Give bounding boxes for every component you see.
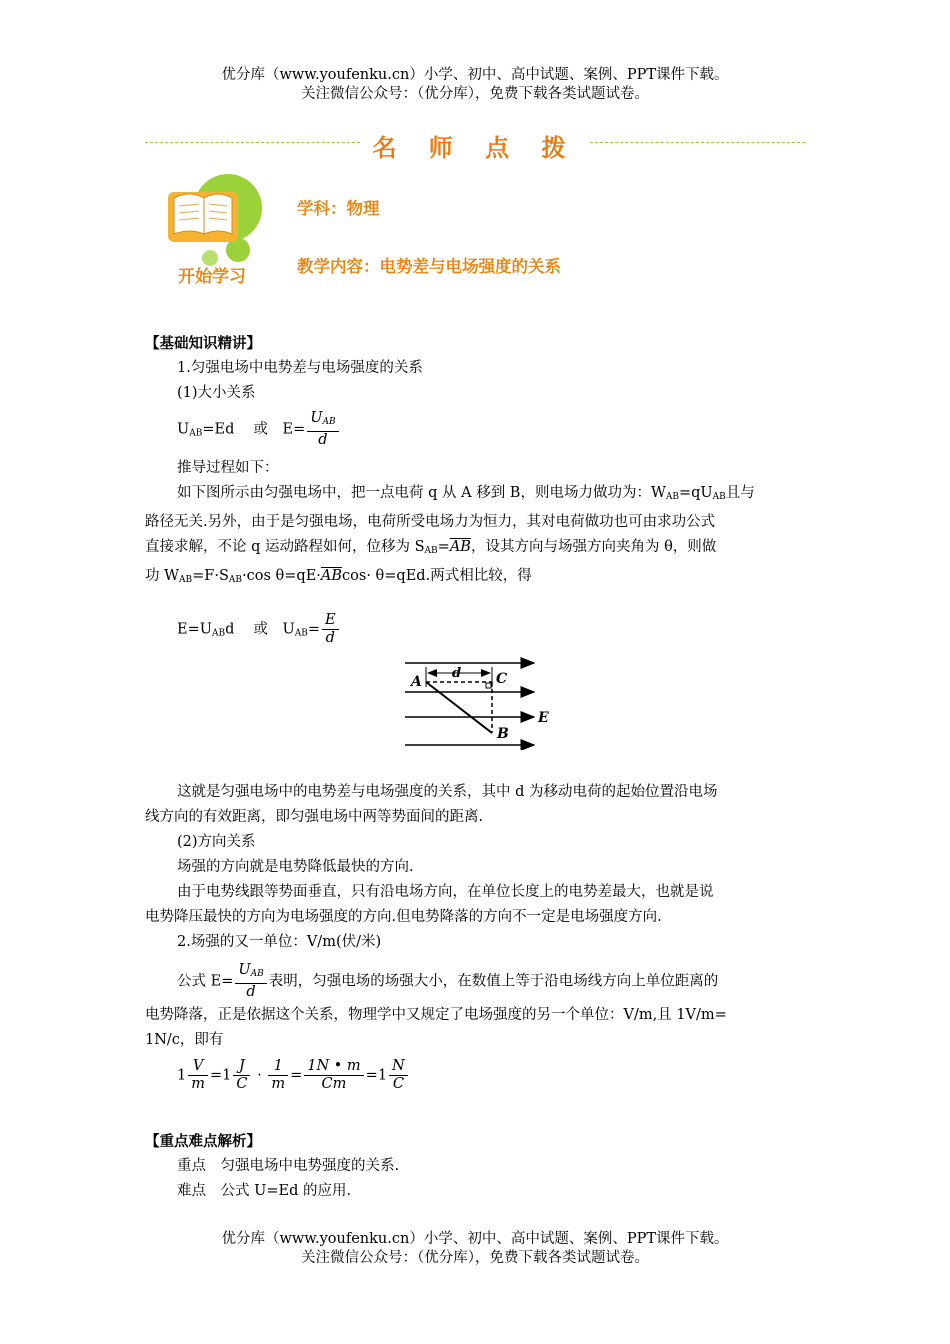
- paragraph: 电势降落，正是依据这个关系，物理学中又规定了电场强度的另一个单位：V/m,且 1V/m=: [145, 1007, 727, 1023]
- paragraph: 场强的方向就是电势降低最快的方向.: [177, 859, 414, 875]
- unit-paragraph: [145, 962, 810, 1001]
- paragraph: 路径无关.另外，由于是匀强电场，电荷所受电场力为恒力，其对电荷做功也可由求功公式: [145, 514, 716, 530]
- footer: [0, 1230, 950, 1268]
- footer-line1: 优分库（www.youfenku.cn）小学、初中、高中试题、案例、PPT课件下载。: [221, 1231, 729, 1247]
- formula-1: $U_{AB}=Ed$ 或 E= $\frac{U_{AB}}{d}$: [177, 410, 341, 449]
- explanation: [145, 780, 810, 955]
- paragraph: 公式 E= $\frac{U_{AB}}{d}$ 表明，匀强电场的场强大小，在数值上等于沿电场线方向上单位距离的: [177, 962, 719, 1000]
- section-title: 【基础知识精讲】: [145, 335, 261, 352]
- paragraph: 电势降压最快的方向为电场强度的方向.但电势降落的方向不一定是电场强度方向.: [145, 909, 662, 925]
- banner-title: 名 师 点 拨: [372, 133, 578, 162]
- derivation: [145, 456, 810, 593]
- formula-2: $E=U_{AB}d$ 或 $U_{AB}=$ $\frac{E}{d}$: [177, 612, 341, 647]
- content-line: 教学内容：电势差与电场强度的关系: [297, 257, 561, 276]
- point-A: A: [411, 674, 422, 690]
- paragraph: 1N/c，即有: [145, 1032, 224, 1048]
- start-learning-label: 开始学习: [178, 267, 246, 287]
- section-title: 【重点难点解析】: [145, 1133, 261, 1150]
- point-B: B: [497, 726, 509, 742]
- paragraph: 重点 匀强电场中电势强度的关系.: [177, 1158, 400, 1174]
- field-E: E: [538, 710, 549, 726]
- footer-line2: 关注微信公众号：（优分库），免费下载各类试题试卷。: [301, 1250, 649, 1266]
- paragraph: 由于电势线跟等势面垂直，只有沿电场方向，在单位长度上的电势差最大，也就是说: [177, 884, 714, 900]
- paragraph: 如下图所示由匀强电场中，把一点电荷 q 从 A 移到 B，则电场力做功为：$W_{AB}=qU_{AB}$且与: [177, 485, 755, 502]
- header-line1: 优分库（www.youfenku.cn）小学、初中、高中试题、案例、PPT课件下载。: [221, 67, 729, 83]
- header: [0, 66, 950, 104]
- paragraph: 功 $W_{AB}=F\cdot S_{AB}\cdot\cos$ $\theta=qE\cdot\overline{AB}\cos\cdot \theta=qEd$.两式相比较，得: [145, 568, 532, 585]
- paragraph: (1)大小关系: [177, 385, 256, 401]
- formula-3: 1 $\frac{V}{m}$ =1 $\frac{J}{C}$ · $\frac{1}{m}$ = $\frac{1N • m}{Cm}$ =1 $\frac{N}{C}$: [177, 1058, 410, 1093]
- label-d: d: [452, 666, 462, 681]
- paragraph: 直接求解，不论 q 运动路程如何，位移为 $S_{AB}=\overline{AB}$，设其方向与场强方向夹角为 θ，则做: [145, 539, 717, 556]
- section-basic: [145, 331, 810, 406]
- banner: [145, 130, 805, 162]
- section-key-points: [145, 1129, 810, 1204]
- point-C: C: [496, 671, 508, 687]
- paragraph: 难点 公式 U=Ed 的应用.: [177, 1183, 352, 1199]
- unit-paragraph-cont: [145, 1003, 810, 1053]
- paragraph: 推导过程如下：: [177, 460, 279, 476]
- paragraph: 1.匀强电场中电势差与电场强度的关系: [177, 360, 423, 376]
- segment-AB: [426, 682, 492, 733]
- subject-line: 学科：物理: [297, 199, 380, 218]
- paragraph: 这就是匀强电场中的电势差与电场强度的关系，其中 d 为移动电荷的起始位置沿电场: [177, 784, 718, 800]
- paragraph: 2.场强的又一单位：V/m(伏/米): [177, 934, 382, 950]
- paragraph: (2)方向关系: [177, 834, 256, 850]
- paragraph: 线方向的有效距离，即匀强电场中两等势面间的距离.: [145, 809, 484, 825]
- header-line2: 关注微信公众号：（优分库），免费下载各类试题试卷。: [301, 86, 649, 102]
- field-diagram: [402, 655, 562, 750]
